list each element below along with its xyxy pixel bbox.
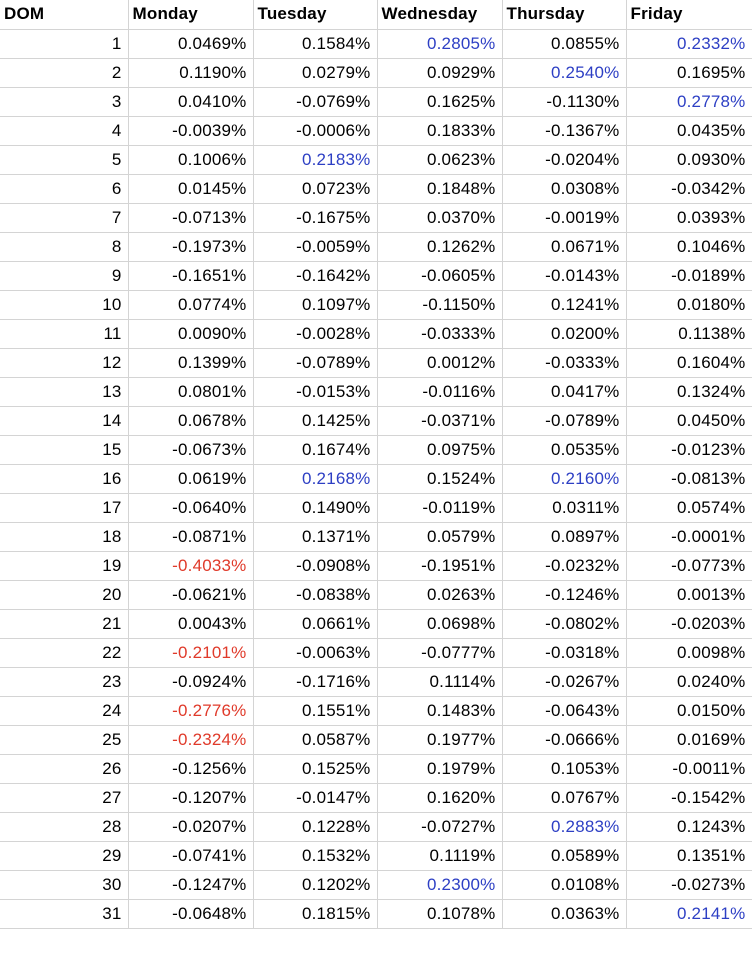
value-cell-monday[interactable]: -0.0207% bbox=[128, 812, 253, 841]
value-cell-monday[interactable]: 0.1006% bbox=[128, 145, 253, 174]
dom-cell[interactable]: 26 bbox=[0, 754, 128, 783]
value-cell-thursday[interactable]: -0.0019% bbox=[502, 203, 626, 232]
value-cell-friday[interactable]: 0.0574% bbox=[626, 493, 752, 522]
value-cell-friday[interactable]: 0.1324% bbox=[626, 377, 752, 406]
value-cell-friday[interactable]: 0.0169% bbox=[626, 725, 752, 754]
value-cell-tuesday[interactable]: 0.1815% bbox=[253, 899, 377, 928]
value-cell-monday[interactable]: -0.1207% bbox=[128, 783, 253, 812]
value-cell-monday[interactable]: 0.1190% bbox=[128, 58, 253, 87]
value-cell-tuesday[interactable]: -0.0838% bbox=[253, 580, 377, 609]
value-cell-wednesday[interactable]: 0.1078% bbox=[377, 899, 502, 928]
table-row bbox=[0, 377, 752, 406]
value-cell-friday[interactable]: -0.0342% bbox=[626, 174, 752, 203]
value-cell-tuesday[interactable]: -0.0147% bbox=[253, 783, 377, 812]
value-cell-wednesday[interactable]: 0.1524% bbox=[377, 464, 502, 493]
value-cell-wednesday[interactable]: 0.1483% bbox=[377, 696, 502, 725]
value-cell-wednesday[interactable]: -0.0605% bbox=[377, 261, 502, 290]
value-cell-thursday[interactable]: 0.0200% bbox=[502, 319, 626, 348]
value-cell-thursday[interactable]: -0.0789% bbox=[502, 406, 626, 435]
value-cell-monday[interactable]: 0.0801% bbox=[128, 377, 253, 406]
value-cell-monday[interactable]: 0.0469% bbox=[128, 29, 253, 58]
dom-cell[interactable]: 19 bbox=[0, 551, 128, 580]
table-row bbox=[0, 609, 752, 638]
value-cell-tuesday[interactable]: 0.1490% bbox=[253, 493, 377, 522]
value-cell-friday[interactable]: -0.0813% bbox=[626, 464, 752, 493]
table-row bbox=[0, 696, 752, 725]
value-cell-monday[interactable]: 0.0043% bbox=[128, 609, 253, 638]
value-cell-thursday[interactable]: 0.0671% bbox=[502, 232, 626, 261]
value-cell-monday[interactable]: 0.0410% bbox=[128, 87, 253, 116]
value-cell-friday[interactable]: 0.0240% bbox=[626, 667, 752, 696]
dom-cell[interactable]: 1 bbox=[0, 29, 128, 58]
value-cell-friday[interactable]: 0.2778% bbox=[626, 87, 752, 116]
value-cell-tuesday[interactable]: 0.1532% bbox=[253, 841, 377, 870]
table-row bbox=[0, 174, 752, 203]
value-cell-monday[interactable]: -0.0039% bbox=[128, 116, 253, 145]
value-cell-wednesday[interactable]: -0.0119% bbox=[377, 493, 502, 522]
value-cell-thursday[interactable]: 0.0311% bbox=[502, 493, 626, 522]
value-cell-friday[interactable]: 0.1351% bbox=[626, 841, 752, 870]
table-row bbox=[0, 870, 752, 899]
value-cell-monday[interactable]: -0.0871% bbox=[128, 522, 253, 551]
value-cell-wednesday[interactable]: -0.0333% bbox=[377, 319, 502, 348]
value-cell-friday[interactable]: 0.2332% bbox=[626, 29, 752, 58]
dom-cell[interactable]: 29 bbox=[0, 841, 128, 870]
table-row bbox=[0, 580, 752, 609]
table-row bbox=[0, 232, 752, 261]
dom-cell[interactable]: 9 bbox=[0, 261, 128, 290]
value-cell-friday[interactable]: 0.1046% bbox=[626, 232, 752, 261]
value-cell-tuesday[interactable]: 0.0723% bbox=[253, 174, 377, 203]
value-cell-tuesday[interactable]: 0.1202% bbox=[253, 870, 377, 899]
value-cell-friday[interactable]: 0.1604% bbox=[626, 348, 752, 377]
value-cell-monday[interactable]: -0.0924% bbox=[128, 667, 253, 696]
value-cell-tuesday[interactable]: 0.1228% bbox=[253, 812, 377, 841]
dom-cell[interactable]: 11 bbox=[0, 319, 128, 348]
dom-cell[interactable]: 5 bbox=[0, 145, 128, 174]
dom-cell[interactable]: 6 bbox=[0, 174, 128, 203]
value-cell-thursday[interactable]: -0.0318% bbox=[502, 638, 626, 667]
value-cell-wednesday[interactable]: 0.1262% bbox=[377, 232, 502, 261]
value-cell-friday[interactable]: 0.0098% bbox=[626, 638, 752, 667]
value-cell-friday[interactable]: -0.1542% bbox=[626, 783, 752, 812]
table-row bbox=[0, 203, 752, 232]
value-cell-thursday[interactable]: 0.1241% bbox=[502, 290, 626, 319]
table-row bbox=[0, 87, 752, 116]
value-cell-tuesday[interactable]: -0.0908% bbox=[253, 551, 377, 580]
value-cell-thursday[interactable]: -0.0143% bbox=[502, 261, 626, 290]
value-cell-friday[interactable]: -0.0773% bbox=[626, 551, 752, 580]
value-cell-tuesday[interactable]: -0.0789% bbox=[253, 348, 377, 377]
value-cell-thursday[interactable]: 0.0363% bbox=[502, 899, 626, 928]
dom-cell[interactable]: 25 bbox=[0, 725, 128, 754]
table-row bbox=[0, 145, 752, 174]
value-cell-thursday[interactable]: 0.0108% bbox=[502, 870, 626, 899]
value-cell-monday[interactable]: -0.0621% bbox=[128, 580, 253, 609]
dom-cell[interactable]: 20 bbox=[0, 580, 128, 609]
value-cell-tuesday[interactable]: 0.1371% bbox=[253, 522, 377, 551]
value-cell-wednesday[interactable]: 0.0263% bbox=[377, 580, 502, 609]
value-cell-monday[interactable]: -0.2324% bbox=[128, 725, 253, 754]
value-cell-thursday[interactable]: -0.0333% bbox=[502, 348, 626, 377]
value-cell-monday[interactable]: -0.0673% bbox=[128, 435, 253, 464]
value-cell-wednesday[interactable]: 0.1979% bbox=[377, 754, 502, 783]
value-cell-friday[interactable]: 0.1695% bbox=[626, 58, 752, 87]
value-cell-wednesday[interactable]: 0.1114% bbox=[377, 667, 502, 696]
value-cell-tuesday[interactable]: 0.1525% bbox=[253, 754, 377, 783]
value-cell-thursday[interactable]: 0.0535% bbox=[502, 435, 626, 464]
value-cell-monday[interactable]: -0.1256% bbox=[128, 754, 253, 783]
value-cell-tuesday[interactable]: 0.2183% bbox=[253, 145, 377, 174]
value-cell-wednesday[interactable]: 0.1833% bbox=[377, 116, 502, 145]
value-cell-monday[interactable]: 0.0145% bbox=[128, 174, 253, 203]
table-row bbox=[0, 783, 752, 812]
dom-cell[interactable]: 18 bbox=[0, 522, 128, 551]
table-row bbox=[0, 58, 752, 87]
table-row bbox=[0, 406, 752, 435]
table-row bbox=[0, 754, 752, 783]
table-row bbox=[0, 522, 752, 551]
value-cell-friday[interactable]: 0.0150% bbox=[626, 696, 752, 725]
value-cell-friday[interactable]: -0.0001% bbox=[626, 522, 752, 551]
dom-cell[interactable]: 13 bbox=[0, 377, 128, 406]
dom-cell[interactable]: 17 bbox=[0, 493, 128, 522]
value-cell-tuesday[interactable]: -0.0059% bbox=[253, 232, 377, 261]
value-cell-monday[interactable]: -0.2101% bbox=[128, 638, 253, 667]
value-cell-thursday[interactable]: -0.0666% bbox=[502, 725, 626, 754]
value-cell-monday[interactable]: -0.4033% bbox=[128, 551, 253, 580]
value-cell-monday[interactable]: -0.1651% bbox=[128, 261, 253, 290]
value-cell-thursday[interactable]: -0.0802% bbox=[502, 609, 626, 638]
table-row bbox=[0, 638, 752, 667]
value-cell-thursday[interactable]: 0.0855% bbox=[502, 29, 626, 58]
value-cell-thursday[interactable]: 0.0767% bbox=[502, 783, 626, 812]
value-cell-friday[interactable]: 0.0180% bbox=[626, 290, 752, 319]
value-cell-friday[interactable]: 0.0435% bbox=[626, 116, 752, 145]
value-cell-friday[interactable]: -0.0203% bbox=[626, 609, 752, 638]
value-cell-tuesday[interactable]: 0.0587% bbox=[253, 725, 377, 754]
value-cell-friday[interactable]: -0.0123% bbox=[626, 435, 752, 464]
value-cell-monday[interactable]: 0.0774% bbox=[128, 290, 253, 319]
table-row bbox=[0, 435, 752, 464]
value-cell-tuesday[interactable]: 0.0279% bbox=[253, 58, 377, 87]
header-cell-monday[interactable]: Monday bbox=[128, 0, 253, 29]
table-row bbox=[0, 290, 752, 319]
value-cell-wednesday[interactable]: -0.1150% bbox=[377, 290, 502, 319]
value-cell-wednesday[interactable]: 0.1848% bbox=[377, 174, 502, 203]
value-cell-monday[interactable]: -0.2776% bbox=[128, 696, 253, 725]
table-row bbox=[0, 899, 752, 928]
table-row bbox=[0, 261, 752, 290]
value-cell-tuesday[interactable]: -0.1675% bbox=[253, 203, 377, 232]
value-cell-wednesday[interactable]: 0.0698% bbox=[377, 609, 502, 638]
dom-cell[interactable]: 2 bbox=[0, 58, 128, 87]
value-cell-thursday[interactable]: 0.0308% bbox=[502, 174, 626, 203]
dom-cell[interactable]: 27 bbox=[0, 783, 128, 812]
value-cell-wednesday[interactable]: -0.0116% bbox=[377, 377, 502, 406]
value-cell-monday[interactable]: -0.0648% bbox=[128, 899, 253, 928]
value-cell-thursday[interactable]: -0.1367% bbox=[502, 116, 626, 145]
value-cell-tuesday[interactable]: -0.0153% bbox=[253, 377, 377, 406]
dom-cell[interactable]: 31 bbox=[0, 899, 128, 928]
value-cell-friday[interactable]: 0.0393% bbox=[626, 203, 752, 232]
value-cell-thursday[interactable]: 0.2883% bbox=[502, 812, 626, 841]
dom-cell[interactable]: 22 bbox=[0, 638, 128, 667]
dom-cell[interactable]: 30 bbox=[0, 870, 128, 899]
value-cell-wednesday[interactable]: 0.1625% bbox=[377, 87, 502, 116]
value-cell-friday[interactable]: 0.0930% bbox=[626, 145, 752, 174]
value-cell-thursday[interactable]: -0.0267% bbox=[502, 667, 626, 696]
value-cell-thursday[interactable]: -0.0643% bbox=[502, 696, 626, 725]
table-row bbox=[0, 319, 752, 348]
value-cell-monday[interactable]: -0.1973% bbox=[128, 232, 253, 261]
value-cell-tuesday[interactable]: -0.0063% bbox=[253, 638, 377, 667]
dom-cell[interactable]: 10 bbox=[0, 290, 128, 319]
table-row bbox=[0, 812, 752, 841]
value-cell-thursday[interactable]: -0.1130% bbox=[502, 87, 626, 116]
value-cell-thursday[interactable]: 0.2540% bbox=[502, 58, 626, 87]
value-cell-monday[interactable]: 0.0678% bbox=[128, 406, 253, 435]
value-cell-thursday[interactable]: 0.0897% bbox=[502, 522, 626, 551]
value-cell-wednesday[interactable]: 0.1620% bbox=[377, 783, 502, 812]
value-cell-friday[interactable]: 0.1138% bbox=[626, 319, 752, 348]
value-cell-friday[interactable]: 0.0013% bbox=[626, 580, 752, 609]
value-cell-wednesday[interactable]: 0.1977% bbox=[377, 725, 502, 754]
value-cell-tuesday[interactable]: 0.1097% bbox=[253, 290, 377, 319]
value-cell-thursday[interactable]: 0.2160% bbox=[502, 464, 626, 493]
dom-cell[interactable]: 7 bbox=[0, 203, 128, 232]
value-cell-friday[interactable]: -0.0273% bbox=[626, 870, 752, 899]
value-cell-thursday[interactable]: 0.1053% bbox=[502, 754, 626, 783]
value-cell-wednesday[interactable]: -0.0727% bbox=[377, 812, 502, 841]
value-cell-tuesday[interactable]: -0.0769% bbox=[253, 87, 377, 116]
value-cell-wednesday[interactable]: 0.0012% bbox=[377, 348, 502, 377]
table-row bbox=[0, 348, 752, 377]
value-cell-wednesday[interactable]: 0.0975% bbox=[377, 435, 502, 464]
value-cell-thursday[interactable]: 0.0589% bbox=[502, 841, 626, 870]
header-cell-friday[interactable]: Friday bbox=[626, 0, 752, 29]
dom-cell[interactable]: 23 bbox=[0, 667, 128, 696]
header-cell-tuesday[interactable]: Tuesday bbox=[253, 0, 377, 29]
dom-cell[interactable]: 3 bbox=[0, 87, 128, 116]
value-cell-tuesday[interactable]: 0.2168% bbox=[253, 464, 377, 493]
dom-cell[interactable]: 12 bbox=[0, 348, 128, 377]
value-cell-monday[interactable]: 0.0619% bbox=[128, 464, 253, 493]
value-cell-monday[interactable]: -0.0713% bbox=[128, 203, 253, 232]
value-cell-wednesday[interactable]: 0.0623% bbox=[377, 145, 502, 174]
dom-cell[interactable]: 16 bbox=[0, 464, 128, 493]
table-row bbox=[0, 551, 752, 580]
value-cell-tuesday[interactable]: -0.0006% bbox=[253, 116, 377, 145]
value-cell-wednesday[interactable]: 0.0370% bbox=[377, 203, 502, 232]
value-cell-friday[interactable]: 0.1243% bbox=[626, 812, 752, 841]
value-cell-tuesday[interactable]: -0.0028% bbox=[253, 319, 377, 348]
table-row bbox=[0, 725, 752, 754]
table-row bbox=[0, 29, 752, 58]
value-cell-thursday[interactable]: -0.0232% bbox=[502, 551, 626, 580]
dom-cell[interactable]: 4 bbox=[0, 116, 128, 145]
header-cell-thursday[interactable]: Thursday bbox=[502, 0, 626, 29]
header-cell-dom[interactable]: DOM bbox=[0, 0, 128, 29]
value-cell-tuesday[interactable]: 0.1584% bbox=[253, 29, 377, 58]
value-cell-wednesday[interactable]: -0.1951% bbox=[377, 551, 502, 580]
dom-cell[interactable]: 15 bbox=[0, 435, 128, 464]
dom-cell[interactable]: 24 bbox=[0, 696, 128, 725]
table-row bbox=[0, 116, 752, 145]
value-cell-wednesday[interactable]: -0.0371% bbox=[377, 406, 502, 435]
table-row bbox=[0, 464, 752, 493]
value-cell-wednesday[interactable]: 0.2805% bbox=[377, 29, 502, 58]
value-cell-friday[interactable]: -0.0011% bbox=[626, 754, 752, 783]
value-cell-friday[interactable]: -0.0189% bbox=[626, 261, 752, 290]
value-cell-tuesday[interactable]: 0.1425% bbox=[253, 406, 377, 435]
value-cell-monday[interactable]: -0.1247% bbox=[128, 870, 253, 899]
value-cell-monday[interactable]: 0.0090% bbox=[128, 319, 253, 348]
value-cell-friday[interactable]: 0.0450% bbox=[626, 406, 752, 435]
dom-cell[interactable]: 28 bbox=[0, 812, 128, 841]
value-cell-monday[interactable]: -0.0741% bbox=[128, 841, 253, 870]
value-cell-tuesday[interactable]: 0.1674% bbox=[253, 435, 377, 464]
value-cell-tuesday[interactable]: -0.1642% bbox=[253, 261, 377, 290]
value-cell-monday[interactable]: -0.0640% bbox=[128, 493, 253, 522]
header-cell-wednesday[interactable]: Wednesday bbox=[377, 0, 502, 29]
value-cell-thursday[interactable]: -0.0204% bbox=[502, 145, 626, 174]
table-row bbox=[0, 493, 752, 522]
value-cell-tuesday[interactable]: -0.1716% bbox=[253, 667, 377, 696]
dom-cell[interactable]: 8 bbox=[0, 232, 128, 261]
value-cell-thursday[interactable]: 0.0417% bbox=[502, 377, 626, 406]
value-cell-monday[interactable]: 0.1399% bbox=[128, 348, 253, 377]
dom-cell[interactable]: 21 bbox=[0, 609, 128, 638]
value-cell-wednesday[interactable]: 0.1119% bbox=[377, 841, 502, 870]
value-cell-thursday[interactable]: -0.1246% bbox=[502, 580, 626, 609]
value-cell-tuesday[interactable]: 0.1551% bbox=[253, 696, 377, 725]
value-cell-wednesday[interactable]: 0.2300% bbox=[377, 870, 502, 899]
value-cell-tuesday[interactable]: 0.0661% bbox=[253, 609, 377, 638]
value-cell-wednesday[interactable]: 0.0579% bbox=[377, 522, 502, 551]
header-row bbox=[0, 0, 752, 29]
value-cell-wednesday[interactable]: 0.0929% bbox=[377, 58, 502, 87]
value-cell-wednesday[interactable]: -0.0777% bbox=[377, 638, 502, 667]
value-cell-friday[interactable]: 0.2141% bbox=[626, 899, 752, 928]
table-row bbox=[0, 667, 752, 696]
dom-cell[interactable]: 14 bbox=[0, 406, 128, 435]
table-row bbox=[0, 841, 752, 870]
